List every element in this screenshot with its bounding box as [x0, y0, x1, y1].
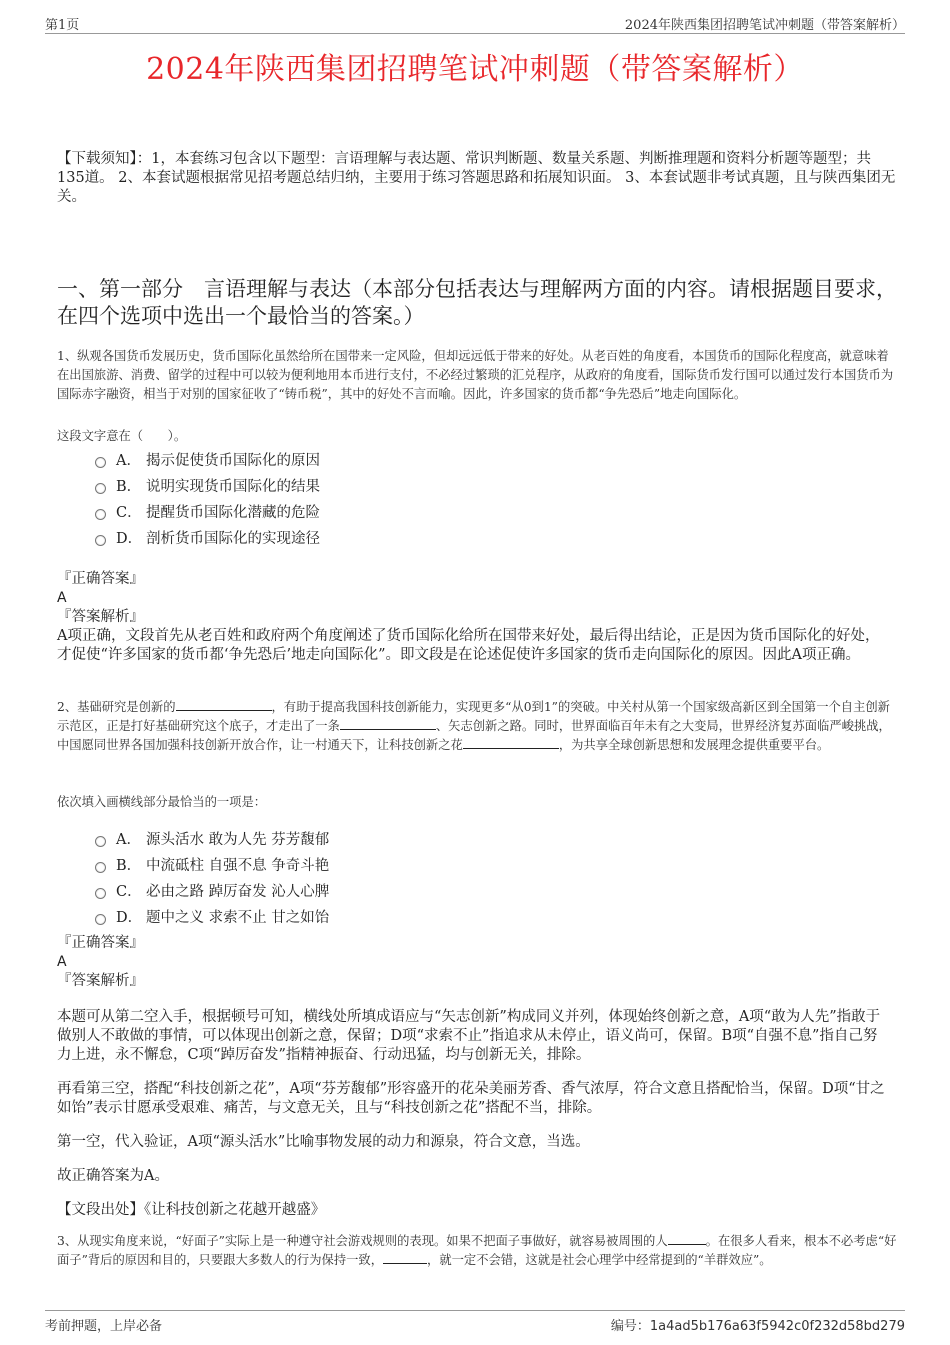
- header-doc-title: 2024年陕西集团招聘笔试冲刺题（带答案解析）: [624, 18, 905, 33]
- q2-source: 【文段出处】《让科技创新之花越开越盛》: [57, 1202, 326, 1218]
- radio-icon[interactable]: [95, 457, 106, 468]
- q2-answer-heading: 『正确答案』: [57, 935, 144, 951]
- q1-option-a[interactable]: A． 揭示促使货币国际化的原因: [95, 446, 795, 472]
- download-notice: 【下载须知】：1，本套练习包含以下题型：言语理解与表达题、常识判断题、数量关系题、判断推理题和资料分析题等题型；共135道。 2、本套试题根据常见招考题总结归纳，主要用于练习答题思路和拓展知识面。 3、本套试题非考试真题，且与陕西集团无关。: [57, 151, 896, 205]
- q2-analysis-para: 故正确答案为A。: [57, 1168, 169, 1184]
- q2-prompt: 依次填入画横线部分最恰当的一项是：: [57, 795, 267, 809]
- q1-answer: A: [57, 590, 67, 606]
- q2-analysis-para: 再看第三空，搭配“科技创新之花”，A项“芬芳馥郁”形容盛开的花朵美丽芳香、香气浓厚，符合文意且搭配恰当，保留。D项“甘之如饴”表示甘愿承受艰难、痛苦，与文意无关，且与“科技创新之花”搭配不当，排除。: [57, 1081, 885, 1116]
- q2-option-d[interactable]: D． 题中之义 求索不止 甘之如饴: [95, 903, 795, 929]
- q3-stem: 3、从现实角度来说，“好面子”实际上是一种遵守社会游戏规则的表现。如果不把面子事做好，就容易被周围的人 。在很多人看来，根本不必考虑“好面子”背后的原因和目的，只要跟大多数人的行为保持一致， ，就一定不会错，这就是社会心理学中经常提到的“羊群效应”。: [57, 1234, 897, 1267]
- radio-icon[interactable]: [95, 914, 106, 925]
- q1-analysis-heading: 『答案解析』: [57, 609, 144, 625]
- q2-analysis: [57, 1008, 887, 1220]
- q1-prompt: 这段文字意在（ ）。: [57, 429, 187, 443]
- q2-answer: A: [57, 954, 67, 970]
- q1-option-d[interactable]: D． 剖析货币国际化的实现途径: [95, 524, 795, 550]
- q2-options: [95, 825, 795, 929]
- radio-icon[interactable]: [95, 535, 106, 546]
- q2-analysis-para: 第一空，代入验证，A项“源头活水”比喻事物发展的动力和源泉，符合文意，当选。: [57, 1134, 590, 1150]
- q1-answer-heading: 『正确答案』: [57, 571, 144, 587]
- header-divider: [45, 33, 905, 34]
- radio-icon[interactable]: [95, 483, 106, 494]
- footer-divider: [45, 1310, 905, 1311]
- q1-options: [95, 446, 795, 550]
- blank-3: [463, 736, 559, 749]
- radio-icon[interactable]: [95, 862, 106, 873]
- footer-slogan: 考前押题，上岸必备: [45, 1319, 163, 1334]
- q2-analysis-para: 本题可从第二空入手，根据顿号可知，横线处所填成语应与“矢志创新”构成同义并列，体现始终创新之意，A项“敢为人先”指敢于做别人不敢做的事情，可以体现出创新之意，保留；D项“求索不止”指追求从未停止，语义尚可，保留。B项“自强不息”指自己努力上进，永不懈怠，C项“踔厉奋发”指精神振奋、行动迅猛，均与创新无关，排除。: [57, 1009, 881, 1063]
- q2-option-c[interactable]: C． 必由之路 踔厉奋发 沁人心脾: [95, 877, 795, 903]
- blank-1: [176, 698, 272, 711]
- q2-analysis-heading: 『答案解析』: [57, 973, 144, 989]
- page-title: 2024年陕西集团招聘笔试冲刺题（带答案解析）: [146, 52, 804, 87]
- blank-2: [383, 1251, 427, 1264]
- blank-2: [340, 717, 436, 730]
- blank-1: [668, 1232, 706, 1245]
- q2-stem: 2、基础研究是创新的 ，有助于提高我国科技创新能力，实现更多“从0到1”的突破。中关村从第一个国家级高新区到全国第一个自主创新示范区，正是打好基础研究这个底子，才走出了一条 、矢志创新之路。同时，世界面临百年未有之大变局，世界经济复苏面临严峻挑战，中国愿同世界各国加强科技创新开放合作，让一村通天下，让科技创新之花 ，为共享全球创新思想和发展理念提供重要平台。: [57, 700, 891, 752]
- radio-icon[interactable]: [95, 836, 106, 847]
- q2-option-b[interactable]: B． 中流砥柱 自强不息 争奇斗艳: [95, 851, 795, 877]
- section-heading: 一、第一部分 言语理解与表达（本部分包括表达与理解两方面的内容。请根据题目要求，在四个选项中选出一个最恰当的答案。）: [57, 277, 897, 328]
- q1-analysis: A项正确，文段首先从老百姓和政府两个角度阐述了货币国际化给所在国带来好处，最后得出结论，正是因为货币国际化的好处，才促使“许多国家的货币都‘争先恐后’地走向国际化”。即文段是在论述促使许多国家的货币走向国际化的原因。因此A项正确。: [57, 628, 880, 663]
- q2-option-a[interactable]: A． 源头活水 敢为人先 芬芳馥郁: [95, 825, 795, 851]
- q1-stem: 1、纵观各国货币发展历史，货币国际化虽然给所在国带来一定风险，但却远远低于带来的好处。从老百姓的角度看，本国货币的国际化程度高，就意味着在出国旅游、消费、留学的过程中可以较为便利地用本币进行支付，不必经过繁琐的汇兑程序，从政府的角度看，国际货币发行国可以通过发行本国货币为国际赤字融资，相当于对别的国家征收了“铸币税”，其中的好处不言而喻。因此，许多国家的货币都“争先恐后”地走向国际化。: [57, 349, 894, 401]
- footer-code: 编号：1a4ad5b176a63f5942c0f232d58bd279: [610, 1319, 905, 1334]
- radio-icon[interactable]: [95, 888, 106, 899]
- header-page-number: 第1页: [45, 18, 80, 33]
- q1-option-c[interactable]: C． 提醒货币国际化潜藏的危险: [95, 498, 795, 524]
- radio-icon[interactable]: [95, 509, 106, 520]
- q1-option-b[interactable]: B． 说明实现货币国际化的结果: [95, 472, 795, 498]
